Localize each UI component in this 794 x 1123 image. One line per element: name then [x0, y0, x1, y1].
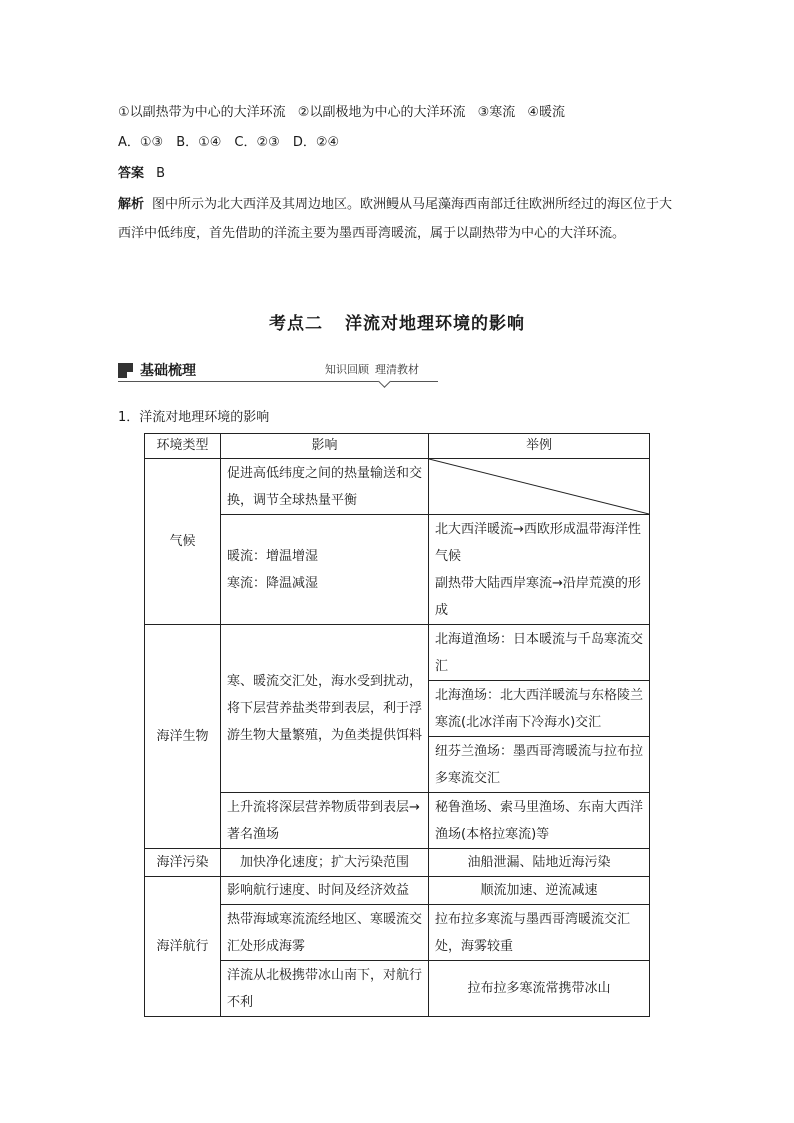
example-line: 副热带大陆西岸寒流→沿岸荒漠的形成	[435, 575, 641, 618]
option-3: ③寒流	[477, 105, 516, 120]
example-cell: 顺流加速、逆流减速	[429, 877, 650, 905]
impact-line: 寒流：降温减湿	[227, 575, 319, 591]
impact-line: 暖流：增温增湿	[227, 548, 319, 564]
example-cell: 油船泄漏、陆地近海污染	[429, 849, 650, 877]
diagonal-line-icon	[429, 459, 649, 514]
question-choices: A．①③ B．①④ C．②③ D．②④	[118, 135, 340, 150]
example-cell: 拉布拉多寒流常携带冰山	[429, 961, 650, 1017]
table-row	[145, 849, 650, 877]
section-tag-2: 理清教材	[375, 363, 419, 376]
example-cell: 拉布拉多寒流与墨西哥湾暖流交汇处，海雾较重	[429, 905, 650, 961]
section-title-number: 考点二	[269, 314, 323, 334]
analysis-text: 图中所示为北大西洋及其周边地区。欧洲鳗从马尾藻海西南部迁往欧洲所经过的海区位于大西洋中低纬度，首先借助的洋流主要为墨西哥湾暖流，属于以副热带为中心的大洋环流。	[118, 197, 673, 241]
header-cell: 影响	[221, 434, 429, 459]
influence-table	[144, 433, 650, 1017]
section-heading-bar	[118, 360, 438, 382]
impact-cell: 促进高低纬度之间的热量输送和交换，调节全球热量平衡	[221, 459, 429, 515]
section-title	[0, 309, 794, 334]
header-cell: 环境类型	[145, 434, 221, 459]
example-cell: 纽芬兰渔场：墨西哥湾暖流与拉布拉多寒流交汇	[429, 737, 650, 793]
example-cell: 秘鲁渔场、索马里渔场、东南大西洋渔场(本格拉寒流)等	[429, 793, 650, 849]
empty-diagonal-cell	[429, 459, 650, 515]
table-row	[145, 961, 650, 1017]
option-1: ①以副热带为中心的大洋环流	[118, 105, 286, 120]
impact-cell	[221, 515, 429, 625]
analysis-label: 解析	[118, 197, 145, 212]
table-row	[145, 515, 650, 625]
type-cell: 海洋生物	[145, 625, 221, 849]
section-tag	[325, 360, 419, 380]
option-2: ②以副极地为中心的大洋环流	[297, 105, 466, 120]
section-tag-1: 知识回顾	[325, 363, 369, 376]
subheading: 1．洋流对地理环境的影响	[118, 410, 270, 425]
impact-cell: 加快净化速度；扩大污染范围	[221, 849, 429, 877]
heading-square-icon	[118, 363, 133, 378]
answer-line	[118, 159, 165, 188]
example-cell	[429, 515, 650, 625]
example-cell: 北海道渔场：日本暖流与千岛寒流交汇	[429, 625, 650, 681]
table-row	[145, 459, 650, 515]
impact-cell: 上升流将深层营养物质带到表层→著名渔场	[221, 793, 429, 849]
section-title-text: 洋流对地理环境的影响	[345, 314, 525, 334]
answer-label: 答案	[118, 166, 145, 181]
impact-cell: 热带海域寒流流经地区、寒暖流交汇处形成海雾	[221, 905, 429, 961]
type-cell: 气候	[145, 459, 221, 625]
example-line: 北大西洋暖流→西欧形成温带海洋性气候	[435, 521, 641, 564]
question-options	[118, 98, 565, 127]
type-cell: 海洋航行	[145, 877, 221, 1017]
impact-cell: 寒、暖流交汇处，海水受到扰动，将下层营养盐类带到表层，利于浮游生物大量繁殖，为鱼类提供饵料	[221, 625, 429, 793]
impact-cell: 洋流从北极携带冰山南下，对航行不利	[221, 961, 429, 1017]
impact-cell: 影响航行速度、时间及经济效益	[221, 877, 429, 905]
table-row	[145, 793, 650, 849]
table-row	[145, 625, 650, 681]
answer-value: B	[156, 166, 166, 181]
header-cell: 举例	[429, 434, 650, 459]
type-cell: 海洋污染	[145, 849, 221, 877]
table-header-row	[145, 434, 650, 459]
analysis	[118, 190, 678, 248]
example-cell: 北海渔场：北大西洋暖流与东格陵兰寒流(北冰洋南下冷海水)交汇	[429, 681, 650, 737]
section-heading: 基础梳理	[140, 363, 196, 379]
table-row	[145, 905, 650, 961]
option-4: ④暖流	[527, 105, 566, 120]
table-row	[145, 877, 650, 905]
